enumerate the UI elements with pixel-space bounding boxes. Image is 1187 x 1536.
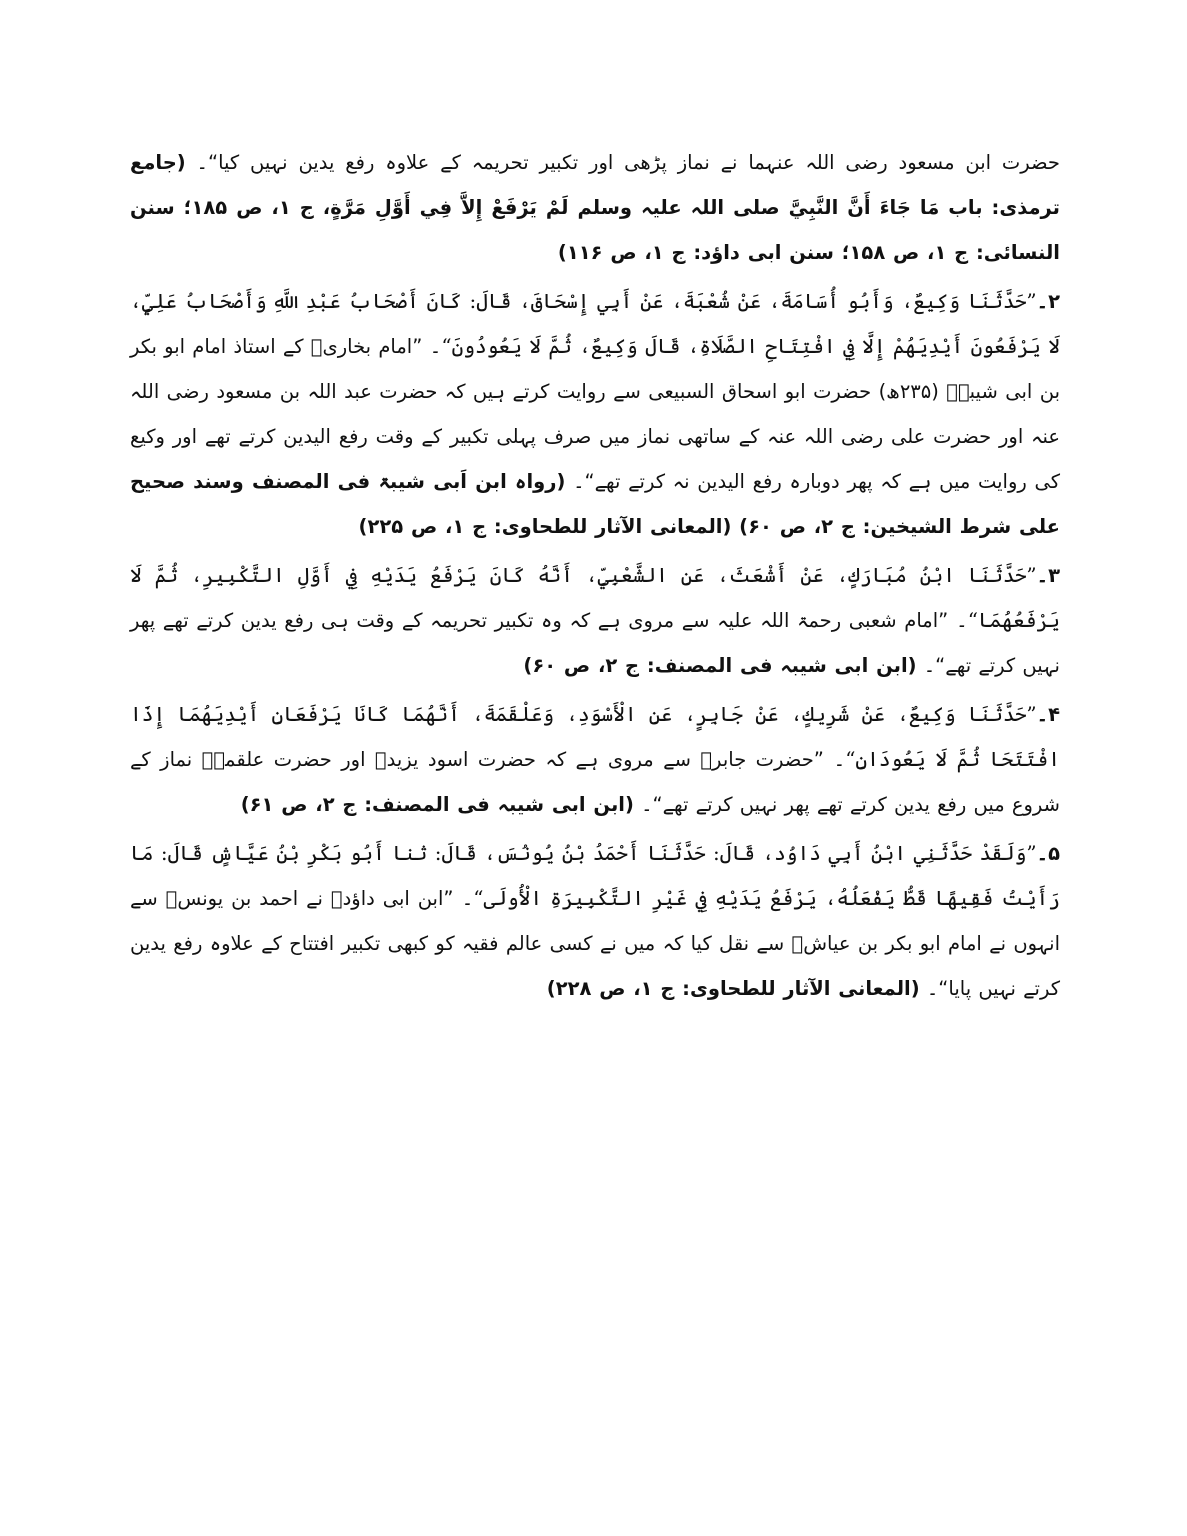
paragraph-5 [130,831,1060,1011]
arabic-text: ”حَدَّثَنَا وَكِيعٌ، عَنْ شَرِيكٍ، عَنْ جَابِرٍ، عَنِ الْأَسْوَدِ، وَعَلْقَمَةَ، أَنَّهُمَا كَانَا يَرْفَعَانِ أَيْدِيَهُمَا إِذَا افْتَتَحَا ثُمَّ لَا يَعُودَانِ“۔ [130,702,1060,771]
reference: (ابن ابی شیبہ فی المصنف: ج ۲، ص ۶۰) [523,654,917,677]
arabic-text: ”وَلَقَدْ حَدَّثَنِي ابْنُ أَبِي دَاوُد، قَالَ: حَدَّثَنَا أَحْمَدُ بْنُ يُونُسَ، قَالَ: ثنا أَبُو بَكْرِ بْنُ عَيَّاشٍ قَالَ: مَا رَأَيْتُ فَقِيهًا قَطُّ يَفْعَلُهُ، يَرْفَعُ يَدَيْهِ فِي غَيْرِ التَّكْبِيرَةِ الْأُولَى“۔ [130,841,1060,910]
arabic-text: ”حَدَّثَنَا وَكِيعٌ، وَأَبُو أُسَامَةَ، عَنْ شُعْبَةَ، عَنْ أَبِي إِسْحَاقَ، قَالَ: كَانَ أَصْحَابُ عَبْدِ اللَّهِ وَأَصْحَابُ عَلِيٍّ، لَا يَرْفَعُونَ أَيْدِيَهُمْ إِلَّا فِي افْتِتَاحِ الصَّلَاةِ، قَالَ وَكِيعٌ، ثُمَّ لَا يَعُودُونَ“۔ [130,289,1060,358]
urdu-text: ”ابن ابی داؤدؒ نے احمد بن یونسؒ سے انہوں نے امام ابو بکر بن عیاشؒ سے نقل کیا کہ میں نے کسی عالم فقیہ کو کبھی تکبیر افتتاح کے علاوہ رفع یدین کرتے نہیں پایا“۔ [130,887,1060,1000]
reference: (جامع ترمذی: باب مَا جَاءَ أَنَّ النَّبِيَّ صلی اللہ علیہ وسلم لَمْ يَرْفَعْ إِلاَّ فِي أَوَّلِ مَرَّةٍ، ج ۱، ص ۱۸۵؛ سنن النسائی: ج ۱، ص ۱۵۸؛ سنن ابی داؤد: ج ۱، ص ۱۱۶) [130,151,1060,264]
reference: (رواہ ابن اَبی شیبۃ فی المصنف وسند صحیح علی شرط الشیخین: ج ۲، ص ۶۰) (المعانی الآثار للطحاوی: ج ۱، ص ۲۲۵) [130,470,1060,538]
paragraph-4 [130,692,1060,827]
paragraph-number: ۲۔ [1036,290,1060,313]
paragraph-number: ۴۔ [1036,703,1060,726]
urdu-text: ”حضرت جابرؒ سے مروی ہے کہ حضرت اسود یزیدؒ اور حضرت علقمہؒ نماز کے شروع میں رفع یدین کرتے تھے پھر نہیں کرتے تھے“۔ [130,748,1060,816]
paragraph-number: ۳۔ [1036,564,1060,587]
paragraph-1 [130,140,1060,275]
reference: (المعانی الآثار للطحاوی: ج ۱، ص ۲۲۸) [546,977,920,1000]
paragraph-number: ۵۔ [1036,842,1060,865]
urdu-text: ”امام بخاریؒ کے استاذ امام ابو بکر بن ابی شیبہؒ (۲۳۵ھ) حضرت ابو اسحاق السبیعی سے روایت کرتے ہیں کہ حضرت عبد اللہ بن مسعود رضی اللہ عنہ اور حضرت علی رضی اللہ عنہ کے ساتھی نماز میں صرف پہلی تکبیر کے وقت رفع الیدین کرتے تھے اور وکیع کی روایت میں ہے کہ پھر دوبارہ رفع الیدین نہ کرتے تھے“۔ [130,335,1061,493]
document-page [130,140,1060,1015]
paragraph-2 [130,279,1060,549]
urdu-text: ”امام شعبی رحمۃ اللہ علیہ سے مروی ہے کہ وہ تکبیر تحریمہ کے وقت ہی رفع یدین کرتے تھے پھر نہیں کرتے تھے“۔ [130,609,1060,677]
urdu-text: حضرت ابن مسعود رضی اللہ عنہما نے نماز پڑھی اور تکبیر تحریمہ کے علاوہ رفع یدین نہیں کیا“۔ [185,151,1060,174]
reference: (ابن ابی شیبہ فی المصنف: ج ۲، ص ۶۱) [240,793,634,816]
arabic-text: ”حَدَّثَنَا ابْنُ مُبَارَكٍ، عَنْ أَشْعَثَ، عَنِ الشَّعْبِيِّ، أَنَّهُ كَانَ يَرْفَعُ يَدَيْهِ فِي أَوَّلِ التَّكْبِيرِ، ثُمَّ لَا يَرْفَعُهُمَا“۔ [130,563,1060,632]
paragraph-3 [130,553,1060,688]
